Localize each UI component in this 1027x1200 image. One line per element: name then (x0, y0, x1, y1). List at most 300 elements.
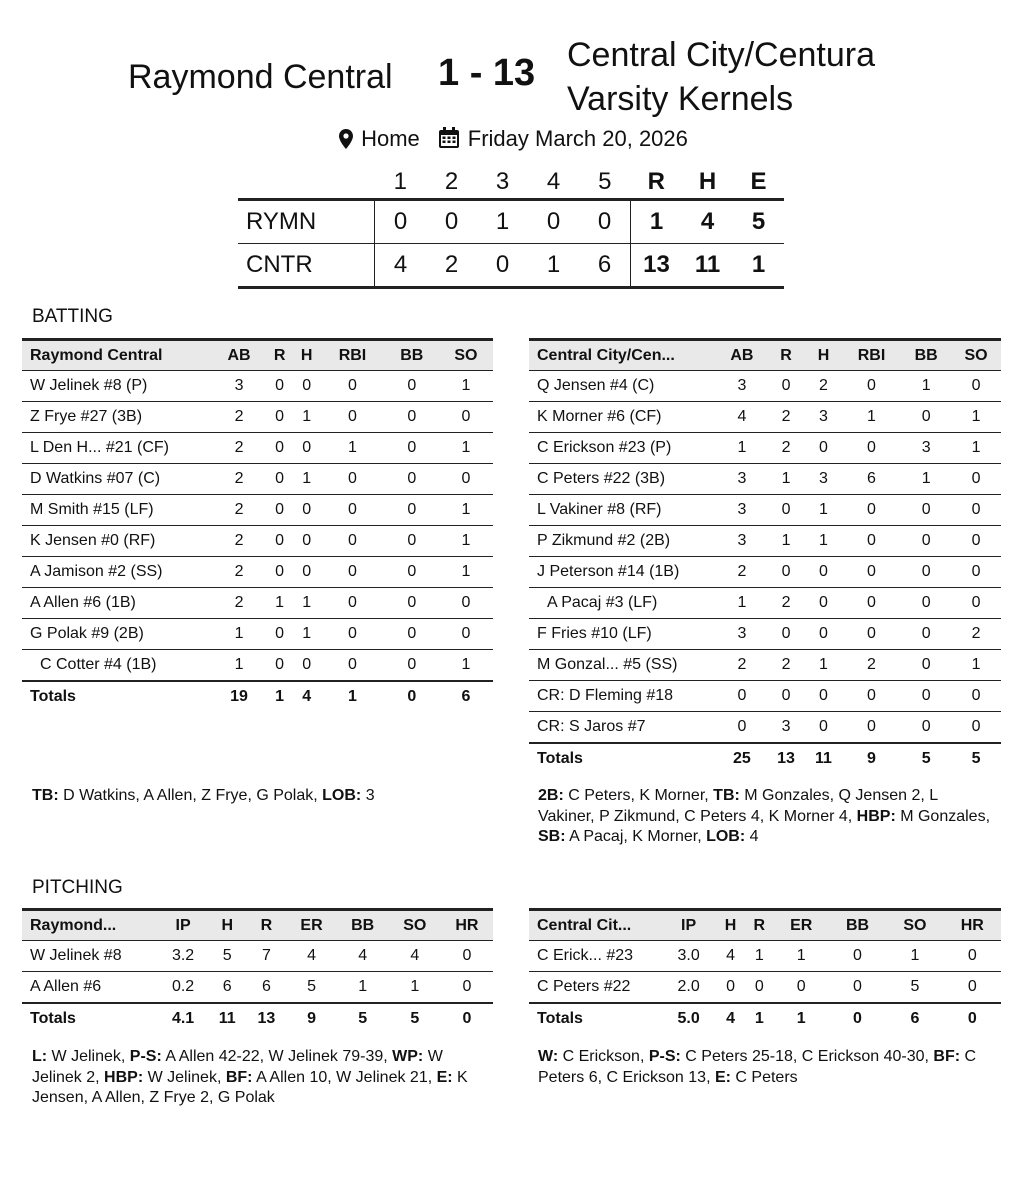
note-label: E: (436, 1068, 453, 1086)
stat-cell: 3.2 (158, 941, 208, 972)
stat-cell: 3 (717, 619, 767, 650)
stat-cell: 0 (385, 588, 439, 619)
total-cell: 1 (266, 681, 293, 712)
table-row (529, 433, 1001, 464)
player-name: W Jelinek #8 (22, 941, 158, 972)
column-header: HR (441, 910, 493, 941)
stat-cell: 0 (439, 619, 493, 650)
stat-cell: 0 (951, 712, 1001, 744)
stat-cell: 1 (901, 371, 951, 402)
stat-cell: 0 (385, 402, 439, 433)
stat-cell: 0 (385, 526, 439, 557)
stat-cell: 0 (829, 941, 886, 972)
stat-cell: 0 (901, 526, 951, 557)
inning-score: 0 (528, 200, 579, 244)
stat-cell: 1 (293, 619, 320, 650)
column-header: R (767, 340, 805, 371)
stat-cell: 0 (944, 972, 1001, 1004)
inning-score: 4 (375, 244, 427, 288)
totals-label: Totals (529, 1003, 661, 1034)
stat-cell: 0 (441, 941, 493, 972)
stat-cell: 1 (717, 588, 767, 619)
stat-cell: 0 (716, 972, 745, 1004)
stat-cell: 0 (944, 941, 1001, 972)
player-name: K Jensen #0 (RF) (22, 526, 212, 557)
stat-cell: 1 (439, 433, 493, 464)
player-name: G Polak #9 (2B) (22, 619, 212, 650)
stat-cell: 1 (951, 433, 1001, 464)
stat-cell: 0 (951, 526, 1001, 557)
stat-cell: 2 (212, 495, 266, 526)
player-name: F Fries #10 (LF) (529, 619, 717, 650)
stat-cell: 1 (293, 588, 320, 619)
column-header: Raymond Central (22, 340, 212, 371)
stat-cell: 1 (439, 371, 493, 402)
total-cell: 9 (842, 743, 901, 774)
player-name: M Gonzal... #5 (SS) (529, 650, 717, 681)
column-header: BB (337, 910, 389, 941)
column-header: Central Cit... (529, 910, 661, 941)
player-name: M Smith #15 (LF) (22, 495, 212, 526)
note-text: A Pacaj, K Morner, (565, 828, 707, 845)
inning-header: 2 (444, 168, 459, 195)
stat-cell: 0 (842, 681, 901, 712)
note-text: C Peters, K Morner, (563, 787, 714, 804)
batting-notes-home (538, 786, 993, 848)
note-label: P-S: (648, 1048, 681, 1065)
runs-total: 1 (631, 200, 683, 244)
stat-cell: 0 (320, 557, 385, 588)
totals-label: Totals (529, 743, 717, 774)
player-name: L Vakiner #8 (RF) (529, 495, 717, 526)
stat-cell: 0 (842, 588, 901, 619)
table-row (22, 588, 493, 619)
column-header: BB (385, 340, 439, 371)
note-label: SB: (538, 828, 566, 845)
final-score: 1 - 13 (438, 52, 536, 94)
column-header: IP (158, 910, 208, 941)
table-row (22, 495, 493, 526)
note-text: A Allen 42-22, W Jelinek 79-39, (161, 1048, 393, 1065)
total-cell: 0 (441, 1003, 493, 1034)
stat-cell: 0 (842, 495, 901, 526)
linescore-team: CNTR (238, 244, 375, 288)
stat-cell: 0 (901, 712, 951, 744)
stat-cell: 2 (212, 557, 266, 588)
total-cell: 4.1 (158, 1003, 208, 1034)
stat-cell: 0 (901, 681, 951, 712)
table-row (22, 371, 493, 402)
table-row (529, 464, 1001, 495)
stat-cell: 0 (842, 433, 901, 464)
totals-row (529, 1003, 1001, 1034)
column-header: H (293, 340, 320, 371)
pitching-table-home (529, 908, 1001, 1034)
stat-cell: 3 (212, 371, 266, 402)
total-cell: 19 (212, 681, 266, 712)
away-team-name: Raymond Central (128, 58, 393, 96)
stat-cell: 2 (717, 650, 767, 681)
stat-cell: 0 (842, 526, 901, 557)
stat-cell: 0 (439, 464, 493, 495)
player-name: A Allen #6 (22, 972, 158, 1004)
player-name: Z Frye #27 (3B) (22, 402, 212, 433)
stat-cell: 1 (805, 495, 842, 526)
player-name: C Cotter #4 (1B) (22, 650, 212, 682)
stat-cell: 0 (266, 464, 293, 495)
stat-cell: 1 (951, 650, 1001, 681)
table-row (529, 495, 1001, 526)
stat-cell: 0 (293, 557, 320, 588)
errors-header: E (750, 168, 767, 195)
home-team-name-line1: Central City/Centura (567, 36, 876, 74)
stat-cell: 0 (951, 464, 1001, 495)
player-name: CR: S Jaros #7 (529, 712, 717, 744)
table-row (529, 402, 1001, 433)
stat-cell: 0 (745, 972, 774, 1004)
table-row (529, 526, 1001, 557)
stat-cell: 0 (901, 619, 951, 650)
stat-cell: 0 (901, 588, 951, 619)
stat-cell: 0 (266, 402, 293, 433)
stat-cell: 0.2 (158, 972, 208, 1004)
stat-cell: 1 (717, 433, 767, 464)
table-header-row (22, 340, 493, 371)
total-cell: 0 (944, 1003, 1001, 1034)
note-text: C Peters 6, C Erickson 13, (538, 1048, 977, 1086)
stat-cell: 1 (266, 588, 293, 619)
total-cell: 5 (901, 743, 951, 774)
stat-cell: 0 (439, 588, 493, 619)
column-header: Central City/Cen... (529, 340, 717, 371)
total-cell: 6 (886, 1003, 943, 1034)
table-row (22, 464, 493, 495)
stat-cell: 1 (389, 972, 441, 1004)
stat-cell: 3 (717, 371, 767, 402)
stat-cell: 0 (320, 495, 385, 526)
stat-cell: 0 (717, 681, 767, 712)
stat-cell: 0 (805, 619, 842, 650)
note-label: 2B: (538, 787, 564, 804)
table-row (529, 557, 1001, 588)
player-name: P Zikmund #2 (2B) (529, 526, 717, 557)
stat-cell: 0 (320, 650, 385, 682)
stat-cell: 2 (212, 588, 266, 619)
note-label: TB: (32, 787, 59, 804)
note-label: L: (32, 1048, 48, 1065)
note-label: HBP: (104, 1068, 144, 1086)
column-header: SO (951, 340, 1001, 371)
stat-cell: 0 (805, 557, 842, 588)
stat-cell: 0 (767, 619, 805, 650)
stat-cell: 0 (951, 371, 1001, 402)
note-text: W Jelinek 2, (32, 1048, 443, 1086)
player-name: A Pacaj #3 (LF) (529, 588, 717, 619)
batting-table-away (22, 338, 493, 712)
totals-row (529, 743, 1001, 774)
table-header-row (22, 910, 493, 941)
inning-score: 0 (426, 200, 477, 244)
stat-cell: 0 (951, 495, 1001, 526)
note-text: C Erickson, (558, 1048, 649, 1065)
stat-cell: 1 (805, 526, 842, 557)
pitching-section-title: PITCHING (32, 877, 123, 898)
total-cell: 5.0 (661, 1003, 716, 1034)
table-row (529, 650, 1001, 681)
player-name: C Peters #22 (529, 972, 661, 1004)
table-row (22, 619, 493, 650)
stat-cell: 0 (385, 464, 439, 495)
note-text: 4 (745, 828, 759, 845)
stat-cell: 0 (842, 557, 901, 588)
column-header: RBI (320, 340, 385, 371)
errors-total: 5 (733, 200, 784, 244)
total-cell: 0 (829, 1003, 886, 1034)
stat-cell: 0 (441, 972, 493, 1004)
stat-cell: 2 (951, 619, 1001, 650)
game-info (0, 126, 1027, 155)
column-header: H (805, 340, 842, 371)
linescore-team: RYMN (238, 200, 375, 244)
column-header: RBI (842, 340, 901, 371)
note-text: D Watkins, A Allen, Z Frye, G Polak, (58, 787, 323, 804)
stat-cell: 0 (266, 619, 293, 650)
player-name: C Peters #22 (3B) (529, 464, 717, 495)
stat-cell: 0 (266, 433, 293, 464)
stat-cell: 4 (286, 941, 336, 972)
stat-cell: 0 (774, 972, 829, 1004)
column-header: H (208, 910, 246, 941)
stat-cell: 0 (320, 526, 385, 557)
note-label: BF: (225, 1068, 253, 1086)
stat-cell: 2 (212, 464, 266, 495)
stat-cell: 2 (212, 526, 266, 557)
total-cell: 11 (208, 1003, 246, 1034)
column-header: AB (212, 340, 266, 371)
player-name: CR: D Fleming #18 (529, 681, 717, 712)
column-header: BB (829, 910, 886, 941)
note-label: LOB: (322, 787, 362, 804)
stat-cell: 7 (246, 941, 286, 972)
total-cell: 5 (389, 1003, 441, 1034)
note-label: LOB: (706, 828, 746, 845)
stat-cell: 0 (385, 557, 439, 588)
player-name: K Morner #6 (CF) (529, 402, 717, 433)
stat-cell: 0 (266, 557, 293, 588)
stat-cell: 3 (717, 526, 767, 557)
stat-cell: 0 (767, 681, 805, 712)
stat-cell: 3 (767, 712, 805, 744)
stat-cell: 0 (385, 371, 439, 402)
inning-header: 5 (598, 168, 612, 195)
game-header (0, 30, 1027, 120)
player-name: J Peterson #14 (1B) (529, 557, 717, 588)
total-cell: 1 (774, 1003, 829, 1034)
stat-cell: 0 (320, 588, 385, 619)
stat-cell: 0 (385, 495, 439, 526)
note-text: K Jensen, A Allen, Z Frye 2, G Polak (32, 1068, 468, 1106)
stat-cell: 2 (842, 650, 901, 681)
stat-cell: 0 (901, 495, 951, 526)
hits-header: H (698, 168, 717, 195)
total-cell: 5 (951, 743, 1001, 774)
stat-cell: 0 (266, 495, 293, 526)
column-header: ER (286, 910, 336, 941)
column-header: BB (901, 340, 951, 371)
table-row (22, 557, 493, 588)
table-row (529, 619, 1001, 650)
stat-cell: 0 (805, 681, 842, 712)
column-header: SO (886, 910, 943, 941)
stat-cell: 2 (767, 588, 805, 619)
hits-total: 4 (682, 200, 733, 244)
batting-table-home (529, 338, 1001, 774)
stat-cell: 6 (208, 972, 246, 1004)
home-team-name (567, 33, 875, 121)
column-header: R (266, 340, 293, 371)
table-row (529, 972, 1001, 1004)
column-header: HR (944, 910, 1001, 941)
stat-cell: 1 (901, 464, 951, 495)
total-cell: 1 (745, 1003, 774, 1034)
stat-cell: 0 (901, 557, 951, 588)
table-row (22, 941, 493, 972)
note-text: 3 (361, 787, 375, 804)
inning-header: 1 (393, 168, 407, 195)
note-label: TB: (713, 787, 740, 804)
stat-cell: 1 (293, 464, 320, 495)
table-row (22, 650, 493, 682)
player-name: L Den H... #21 (CF) (22, 433, 212, 464)
table-row (22, 433, 493, 464)
stat-cell: 0 (439, 402, 493, 433)
stat-cell: 4 (717, 402, 767, 433)
player-name: A Allen #6 (1B) (22, 588, 212, 619)
player-name: Q Jensen #4 (C) (529, 371, 717, 402)
note-text: C Peters 25-18, C Erickson 40-30, (680, 1048, 934, 1065)
stat-cell: 0 (829, 972, 886, 1004)
stat-cell: 0 (320, 619, 385, 650)
note-text: C Peters (730, 1068, 798, 1086)
column-header: R (246, 910, 286, 941)
column-header: Raymond... (22, 910, 158, 941)
inning-score: 1 (477, 200, 528, 244)
batting-section-title: BATTING (32, 306, 113, 327)
stat-cell: 0 (266, 650, 293, 682)
stat-cell: 0 (901, 650, 951, 681)
total-cell: 6 (439, 681, 493, 712)
column-header: SO (389, 910, 441, 941)
table-row (22, 972, 493, 1004)
totals-row (22, 681, 493, 712)
table-row (529, 588, 1001, 619)
stat-cell: 1 (212, 619, 266, 650)
table-row (22, 526, 493, 557)
stat-cell: 0 (293, 526, 320, 557)
table-row (529, 712, 1001, 744)
column-header: R (745, 910, 774, 941)
linescore-row-home (238, 244, 784, 288)
stat-cell: 1 (767, 526, 805, 557)
note-text: W Jelinek, (47, 1048, 130, 1065)
total-cell: 13 (767, 743, 805, 774)
player-name: C Erick... #23 (529, 941, 661, 972)
runs-total: 13 (631, 244, 683, 288)
inning-score: 1 (528, 244, 579, 288)
inning-score: 0 (375, 200, 427, 244)
stat-cell: 2 (212, 433, 266, 464)
table-header-row (529, 340, 1001, 371)
home-team-name-line2: Varsity Kernels (567, 80, 794, 118)
location-text: Home (361, 126, 420, 151)
stat-cell: 2 (767, 433, 805, 464)
player-name: W Jelinek #8 (P) (22, 371, 212, 402)
stat-cell: 3.0 (661, 941, 716, 972)
location-pin-icon (339, 129, 353, 155)
stat-cell: 0 (717, 712, 767, 744)
stat-cell: 4 (337, 941, 389, 972)
total-cell: 0 (385, 681, 439, 712)
stat-cell: 1 (293, 402, 320, 433)
runs-header: R (647, 168, 665, 195)
stat-cell: 5 (286, 972, 336, 1004)
stat-cell: 0 (767, 371, 805, 402)
calendar-icon (438, 127, 460, 155)
inning-score: 2 (426, 244, 477, 288)
stat-cell: 1 (212, 650, 266, 682)
hits-total: 11 (682, 244, 733, 288)
linescore-header (238, 166, 784, 200)
stat-cell: 0 (767, 557, 805, 588)
note-label: W: (538, 1048, 559, 1065)
stat-cell: 4 (716, 941, 745, 972)
stat-cell: 0 (842, 712, 901, 744)
stat-cell: 2 (717, 557, 767, 588)
stat-cell: 0 (320, 402, 385, 433)
player-name: A Jamison #2 (SS) (22, 557, 212, 588)
note-text: M Gonzales, (895, 807, 991, 825)
table-row (529, 681, 1001, 712)
errors-total: 1 (733, 244, 784, 288)
stat-cell: 0 (266, 526, 293, 557)
column-header: SO (439, 340, 493, 371)
stat-cell: 5 (886, 972, 943, 1004)
stat-cell: 0 (951, 681, 1001, 712)
batting-notes-away (32, 786, 482, 807)
note-label: BF: (933, 1048, 961, 1065)
stat-cell: 1 (842, 402, 901, 433)
total-cell: 4 (293, 681, 320, 712)
player-name: C Erickson #23 (P) (529, 433, 717, 464)
stat-cell: 0 (805, 588, 842, 619)
stat-cell: 2 (805, 371, 842, 402)
pitching-notes-home (538, 1047, 998, 1088)
stat-cell: 1 (337, 972, 389, 1004)
stat-cell: 0 (320, 371, 385, 402)
stat-cell: 0 (805, 712, 842, 744)
linescore-row-away (238, 200, 784, 244)
stat-cell: 1 (320, 433, 385, 464)
inning-score: 0 (579, 200, 631, 244)
note-label: WP: (392, 1048, 424, 1065)
note-label: P-S: (129, 1048, 162, 1065)
stat-cell: 4 (389, 941, 441, 972)
stat-cell: 0 (293, 495, 320, 526)
stat-cell: 6 (246, 972, 286, 1004)
stat-cell: 0 (293, 433, 320, 464)
stat-cell: 1 (439, 526, 493, 557)
table-row (529, 371, 1001, 402)
